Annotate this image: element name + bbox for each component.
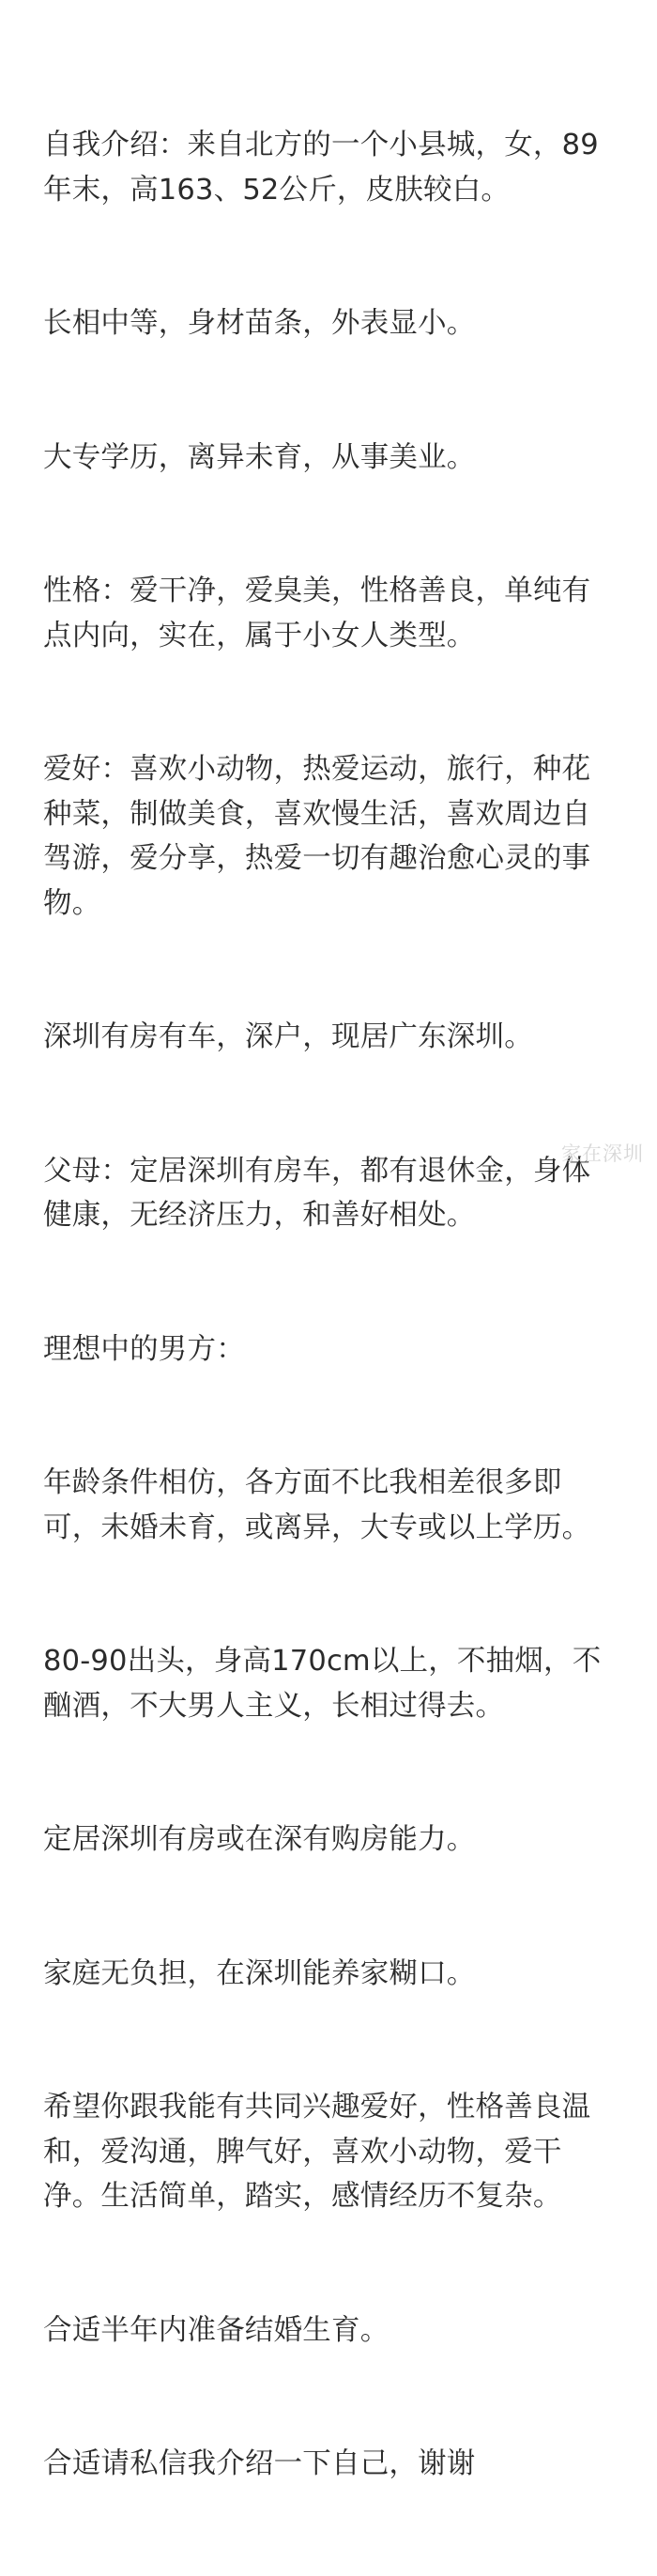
paragraph-partner-housing: 定居深圳有房或在深有购房能力。 xyxy=(43,1823,476,1856)
paragraph-personality: 性格：爱干净，爱臭美，性格善良，单纯有点内向，实在，属于小女人类型。 xyxy=(43,575,591,652)
profile-text-block xyxy=(43,34,616,2576)
paragraph-self-introduction: 自我介绍：来自北方的一个小县城，女，89年末，高163、52公斤，皮肤较白。 xyxy=(43,129,599,207)
paragraph-partner-physical: 80-90出头，身高170cm以上，不抽烟，不酗酒，不大男人主义，长相过得去。 xyxy=(43,1645,602,1723)
site-watermark: 家在深圳 xyxy=(561,1142,644,1165)
paragraph-education-work: 大专学历，离异未育，从事美业。 xyxy=(43,440,476,474)
paragraph-contact-request: 合适请私信我介绍一下自己，谢谢 xyxy=(43,2447,476,2480)
paragraph-partner-expectations: 希望你跟我能有共同兴趣爱好，性格善良温和，爱沟通，脾气好，喜欢小动物，爱干净。生活简单，踏实，感情经历不复杂。 xyxy=(43,2091,591,2213)
paragraph-hobbies: 爱好：喜欢小动物，热爱运动，旅行，种花种菜，制做美食，喜欢慢生活，喜欢周边自驾游，爱分享，热爱一切有趣治愈心灵的事物。 xyxy=(43,753,591,920)
paragraph-assets-residence: 深圳有房有车，深户，现居广东深圳。 xyxy=(43,1020,533,1053)
paragraph-partner-family-burden: 家庭无负担，在深圳能养家糊口。 xyxy=(43,1956,476,1990)
paragraph-parents: 父母：定居深圳有房车，都有退休金，身体健康，无经济压力，和善好相处。 xyxy=(43,1154,591,1232)
paragraph-marriage-timeline: 合适半年内准备结婚生育。 xyxy=(43,2313,390,2347)
paragraph-partner-age-education: 年龄条件相仿，各方面不比我相差很多即可，未婚未育，或离异，大专或以上学历。 xyxy=(43,1466,591,1544)
paragraph-ideal-partner-heading: 理想中的男方： xyxy=(43,1332,245,1366)
paragraph-appearance: 长相中等，身材苗条，外表显小。 xyxy=(43,307,476,340)
